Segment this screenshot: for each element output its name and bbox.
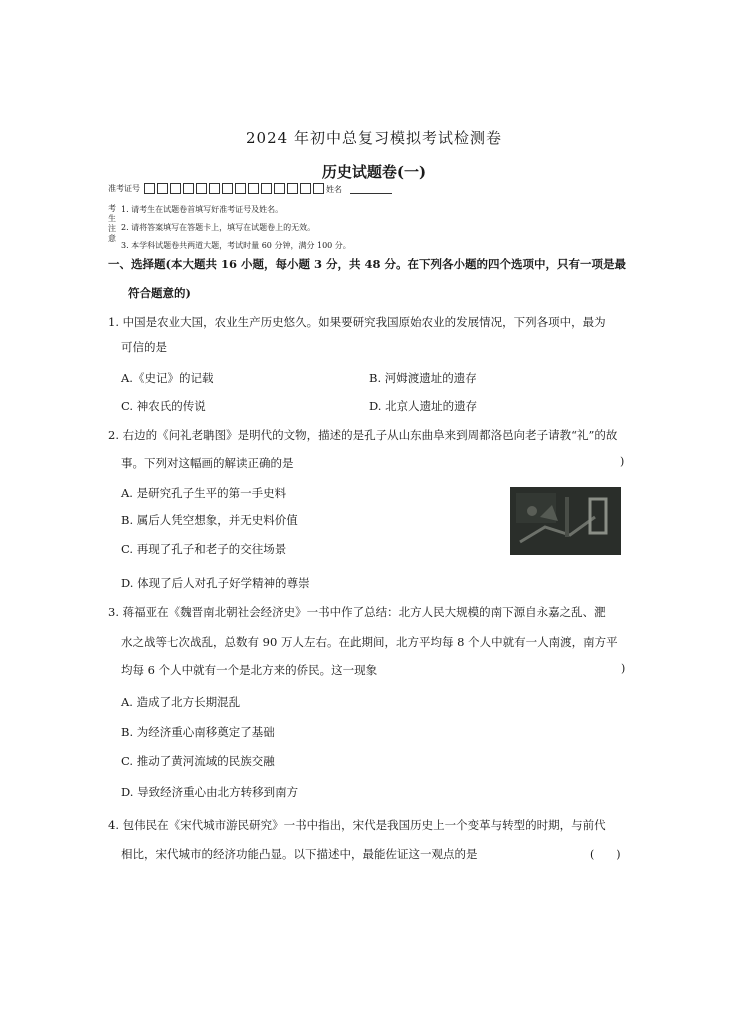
id-digit-box[interactable]: [261, 183, 272, 194]
q1-stem-line1: 1. 中国是农业大国，农业生产历史悠久。如果要研究我国原始农业的发展情况，下列各项中，最为: [108, 315, 606, 329]
id-digit-box[interactable]: [209, 183, 220, 194]
q4-stem-line2: 相比，宋代城市的经济功能凸显。以下描述中，最能佐证这一观点的是: [121, 847, 478, 861]
id-digit-box[interactable]: [144, 183, 155, 194]
q2-option-a[interactable]: A. 是研究孔子生平的第一手史料: [121, 486, 287, 500]
id-digit-box[interactable]: [196, 183, 207, 194]
id-digit-box[interactable]: [157, 183, 168, 194]
q3-stem-line2: 水之战等七次战乱，总数有 90 万人左右。在此期间，北方平均每 8 个人中就有一人南渡，南方平: [121, 635, 618, 649]
q4-stem-line1: 4. 包伟民在《宋代城市游民研究》一书中指出，宋代是我国历史上一个变革与转型的时期，与前代: [108, 818, 606, 832]
q2-stem-line1: 2. 右边的《问礼老聃图》是明代的文物，描述的是孔子从山东曲阜来到周都洛邑向老子请教“礼”的故: [108, 428, 618, 442]
q3-stem-line1: 3. 蒋福亚在《魏晋南北朝社会经济史》一书中作了总结：北方人民大规模的南下源自永嘉之乱、淝: [108, 605, 606, 619]
id-digit-box[interactable]: [313, 183, 324, 194]
candidate-id-row: [108, 183, 326, 194]
id-digit-box[interactable]: [183, 183, 194, 194]
paper-subtitle: 历史试题卷(一): [321, 163, 427, 181]
name-field-line[interactable]: [350, 193, 392, 194]
id-digit-box[interactable]: [170, 183, 181, 194]
name-label: 姓名: [326, 185, 342, 194]
q1-stem-line2: 可信的是: [121, 340, 167, 354]
notice-item-3: 3. 本学科试题卷共两道大题，考试时量 60 分钟，满分 100 分。: [121, 241, 351, 250]
q1-option-d[interactable]: D. 北京人遗址的遗存: [369, 399, 478, 413]
q2-stem-line2: 事。下列对这幅画的解读正确的是: [121, 456, 294, 470]
exam-title: 2024 年初中总复习模拟考试检测卷: [246, 129, 502, 147]
id-digit-box[interactable]: [274, 183, 285, 194]
id-digit-box[interactable]: [222, 183, 233, 194]
notice-item-1: 1. 请考生在试题卷首填写好准考证号及姓名。: [121, 205, 284, 214]
id-digit-box[interactable]: [248, 183, 259, 194]
q1-option-c[interactable]: C. 神农氏的传说: [121, 399, 206, 413]
id-digit-box[interactable]: [235, 183, 246, 194]
painting-image: [510, 487, 621, 555]
q4-answer-paren[interactable]: ( ): [590, 848, 621, 861]
q2-option-b[interactable]: B. 属后人凭空想象，并无史料价值: [121, 513, 298, 527]
q3-option-d[interactable]: D. 导致经济重心由北方转移到南方: [121, 785, 299, 799]
section-heading: 一、选择题(本大题共 16 小题，每小题 3 分，共 48 分。在下列各小题的四个选项中，只有一项是最: [108, 257, 626, 271]
id-digit-box[interactable]: [287, 183, 298, 194]
candidate-id-label: 准考证号: [108, 184, 140, 193]
q2-option-d[interactable]: D. 体现了后人对孔子好学精神的尊崇: [121, 576, 310, 590]
q1-option-b[interactable]: B. 河姆渡遗址的遗存: [369, 371, 477, 385]
q2-option-c[interactable]: C. 再现了孔子和老子的交往场景: [121, 542, 287, 556]
q3-answer-paren: ): [621, 662, 626, 675]
q2-answer-paren: ): [620, 455, 625, 468]
q3-option-a[interactable]: A. 造成了北方长期混乱: [121, 695, 241, 709]
notice-side-label: 考生注意: [108, 204, 116, 243]
q1-option-a[interactable]: A.《史记》的记载: [121, 371, 214, 385]
section-heading-cont: 符合题意的): [128, 286, 191, 300]
q3-option-b[interactable]: B. 为经济重心南移奠定了基础: [121, 725, 275, 739]
notice-item-2: 2. 请将答案填写在答题卡上，填写在试题卷上的无效。: [121, 223, 316, 232]
q3-option-c[interactable]: C. 推动了黄河流域的民族交融: [121, 754, 275, 768]
id-digit-box[interactable]: [300, 183, 311, 194]
q3-stem-line3: 均每 6 个人中就有一个是北方来的侨民。这一现象: [121, 663, 378, 677]
